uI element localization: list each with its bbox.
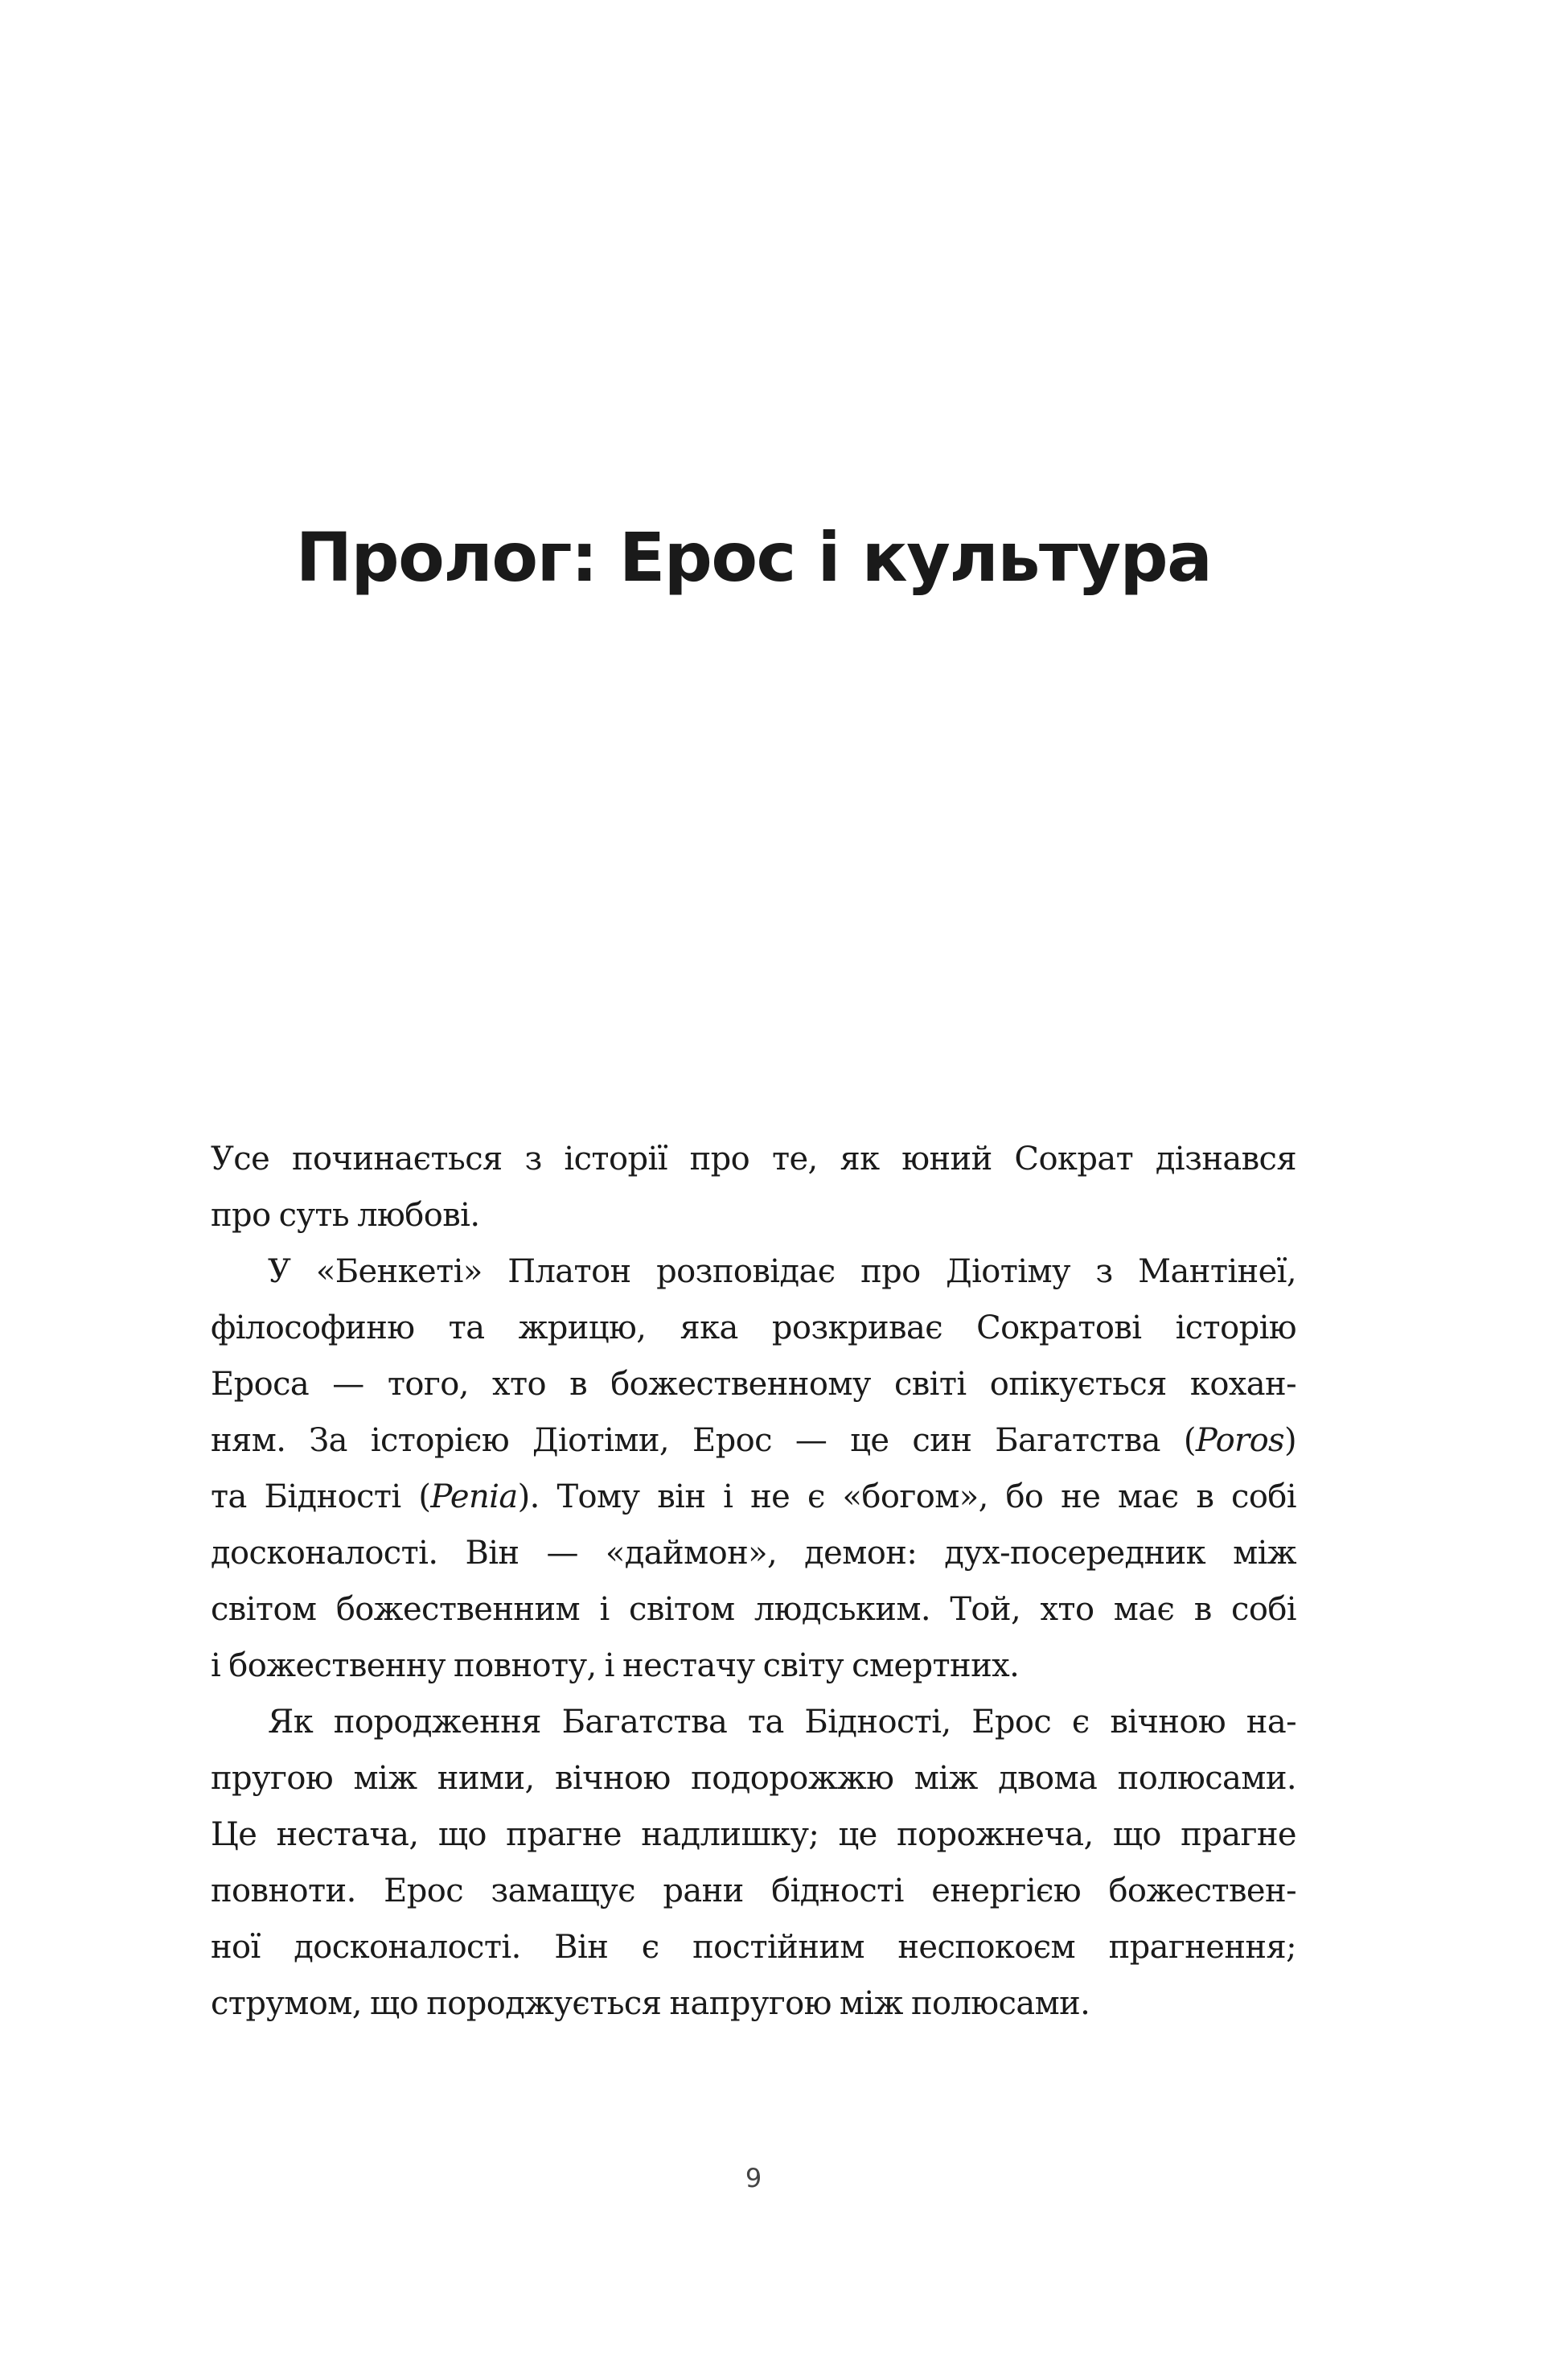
text-line	[211, 1412, 1296, 1469]
text-line	[211, 1863, 1296, 1919]
text-line	[211, 1919, 1296, 1975]
text-line	[211, 1356, 1296, 1412]
text-line	[211, 1694, 1296, 1750]
text-run: Як породження Багатства та Бідності, Ерос є вічною на-	[268, 1704, 1296, 1741]
text-line	[211, 1581, 1296, 1638]
text-run: філософиню та жрицю, яка розкриває Сократові історію	[211, 1309, 1296, 1346]
text-line	[211, 1131, 1296, 1187]
text-line	[211, 1525, 1296, 1581]
text-line	[211, 1975, 1296, 2032]
chapter-title: Пролог: Ерос і культура	[295, 518, 1212, 597]
text-run: світом божественним і світом людським. Той, хто має в собі	[211, 1591, 1296, 1628]
text-run: ням. За історією Діотіми, Ерос — це син Багатства (	[211, 1422, 1196, 1459]
text-run: та Бідності (	[211, 1478, 431, 1515]
paragraph-2	[211, 1243, 1296, 1694]
text-run: струмом, що породжується напругою між полюсами.	[211, 1985, 1090, 2022]
text-run: ної досконалості. Він є постійним неспокоєм прагнення;	[211, 1929, 1296, 1966]
text-run: і божественну повноту, і нестачу світу смертних.	[211, 1647, 1020, 1684]
text-line	[211, 1243, 1296, 1300]
text-run: Ероса — того, хто в божественному світі опікується кохан-	[211, 1366, 1296, 1403]
text-run: повноти. Ерос замащує рани бідності енергією божествен-	[211, 1872, 1296, 1909]
text-line	[211, 1638, 1296, 1694]
text-run: ). Тому він і не є «богом», бо не має в собі	[517, 1478, 1296, 1515]
paragraph-1	[211, 1131, 1296, 1243]
italic-term-poros: Poros	[1195, 1422, 1284, 1459]
page-number: 9	[745, 2163, 762, 2193]
text-run: пругою між ними, вічною подорожжю між двома полюсами.	[211, 1760, 1296, 1797]
text-run: Це нестача, що прагне надлишку; це порожнеча, що прагне	[211, 1816, 1296, 1853]
text-line	[211, 1469, 1296, 1525]
text-run: У «Бенкеті» Платон розповідає про Діотіму з Мантінеї,	[268, 1253, 1296, 1290]
paragraph-3	[211, 1694, 1296, 2032]
text-run: досконалості. Він — «даймон», демон: дух-посередник між	[211, 1535, 1296, 1572]
text-run: )	[1283, 1422, 1296, 1459]
text-run: про суть любові.	[211, 1197, 480, 1234]
italic-term-penia: Penia	[430, 1478, 518, 1515]
text-line	[211, 1187, 1296, 1243]
text-run: Усе починається з історії про те, як юний Сократ дізнався	[211, 1141, 1296, 1178]
body-text	[211, 1131, 1296, 2032]
text-line	[211, 1750, 1296, 1807]
text-line	[211, 1807, 1296, 1863]
text-line	[211, 1300, 1296, 1356]
